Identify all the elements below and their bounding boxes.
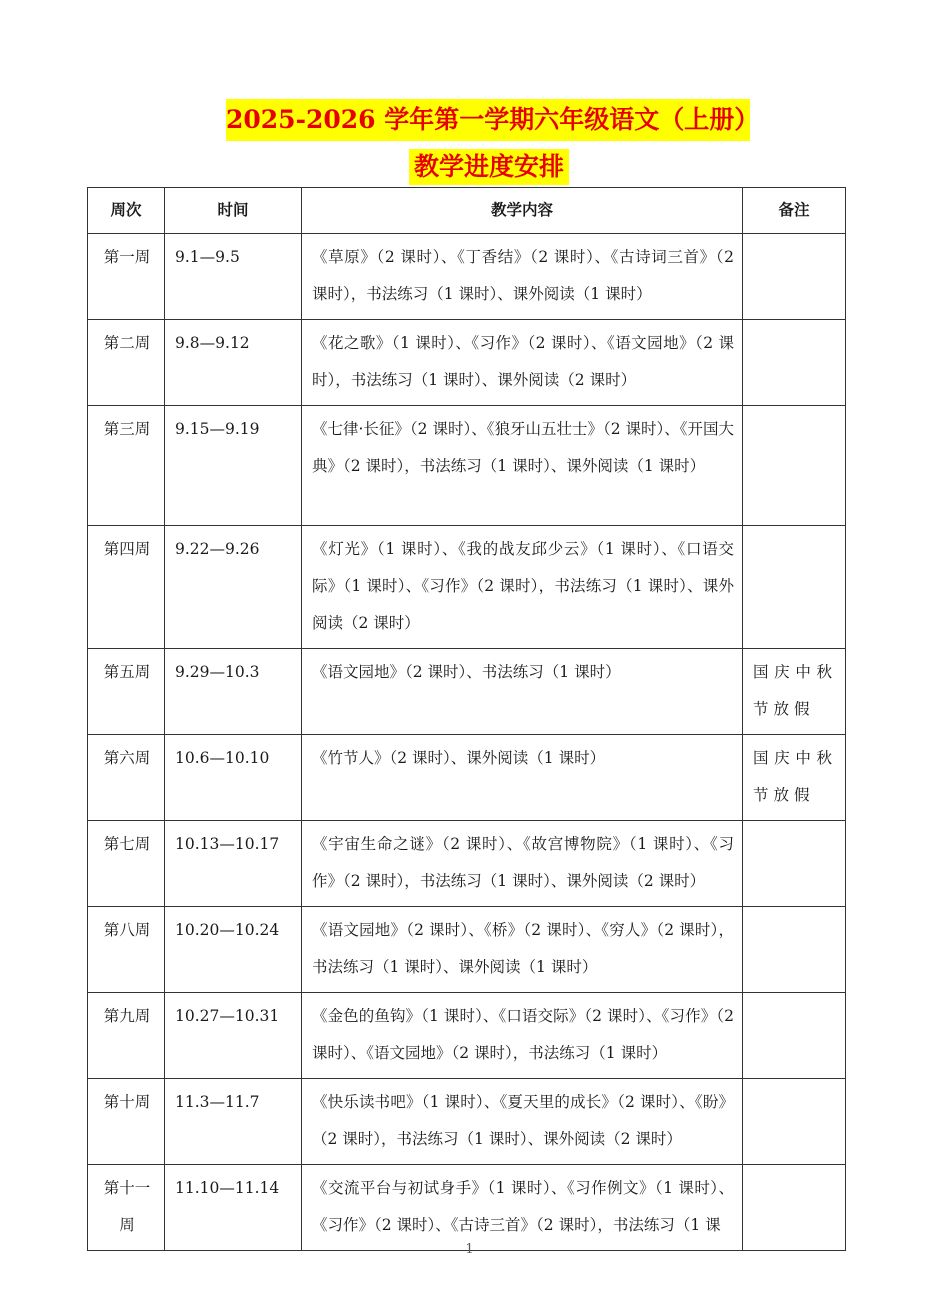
document-title: 2025-2026 学年第一学期六年级语文（上册） [226,99,750,141]
cell-note [743,907,846,993]
table-row [88,234,846,320]
cell-time: 9.22—9.26 [165,526,302,649]
cell-content: 《花之歌》（1 课时）、《习作》（2 课时）、《语文园地》（2 课时），书法练习（1 课时）、课外阅读（2 课时） [302,320,743,406]
cell-week: 第八周 [88,907,165,993]
cell-week: 第三周 [88,406,165,526]
cell-content: 《快乐读书吧》（1 课时）、《夏天里的成长》（2 课时）、《盼》（2 课时），书法练习（1 课时）、课外阅读（2 课时） [302,1079,743,1165]
table-row [88,993,846,1079]
table-row [88,526,846,649]
cell-content: 《交流平台与初试身手》（1 课时）、《习作例文》（1 课时）、《习作》（2 课时）、《古诗三首》（2 课时），书法练习（1 课 [302,1165,743,1251]
cell-time: 9.1—9.5 [165,234,302,320]
table-row [88,1165,846,1251]
cell-time: 9.29—10.3 [165,649,302,735]
table-row [88,406,846,526]
cell-note: 国庆中秋节放假 [743,649,846,735]
page-number: 1 [465,1242,474,1257]
cell-content: 《草原》（2 课时）、《丁香结》（2 课时）、《古诗词三首》（2 课时），书法练习（1 课时）、课外阅读（1 课时） [302,234,743,320]
cell-week: 第二周 [88,320,165,406]
cell-week: 第一周 [88,234,165,320]
cell-week: 第四周 [88,526,165,649]
header-content: 教学内容 [302,188,743,234]
cell-week: 第七周 [88,821,165,907]
cell-time: 10.20—10.24 [165,907,302,993]
table-header-row [88,188,846,234]
cell-note [743,993,846,1079]
cell-content: 《宇宙生命之谜》（2 课时）、《故宫博物院》（1 课时）、《习作》（2 课时），书法练习（1 课时）、课外阅读（2 课时） [302,821,743,907]
cell-note [743,1165,846,1251]
table-row [88,1079,846,1165]
cell-week: 第五周 [88,649,165,735]
cell-content: 《七律·长征》（2 课时）、《狼牙山五壮士》（2 课时）、《开国大典》（2 课时），书法练习（1 课时）、课外阅读（1 课时） [302,406,743,526]
cell-note [743,320,846,406]
cell-note [743,406,846,526]
table-row [88,735,846,821]
cell-content: 《灯光》（1 课时）、《我的战友邱少云》（1 课时）、《口语交际》（1 课时）、《习作》（2 课时），书法练习（1 课时）、课外阅读（2 课时） [302,526,743,649]
cell-note [743,234,846,320]
cell-time: 11.10—11.14 [165,1165,302,1251]
schedule-table [87,187,846,1251]
cell-content: 《竹节人》（2 课时）、课外阅读（1 课时） [302,735,743,821]
cell-time: 9.8—9.12 [165,320,302,406]
cell-week: 第六周 [88,735,165,821]
cell-note [743,821,846,907]
cell-time: 10.6—10.10 [165,735,302,821]
cell-content: 《语文园地》（2 课时）、书法练习（1 课时） [302,649,743,735]
cell-note [743,1079,846,1165]
cell-content: 《金色的鱼钩》（1 课时）、《口语交际》（2 课时）、《习作》（2 课时）、《语文园地》（2 课时），书法练习（1 课时） [302,993,743,1079]
cell-time: 11.3—11.7 [165,1079,302,1165]
cell-time: 10.27—10.31 [165,993,302,1079]
table-row [88,649,846,735]
header-week: 周次 [88,188,165,234]
table-row [88,320,846,406]
cell-week: 第九周 [88,993,165,1079]
cell-note [743,526,846,649]
header-note: 备注 [743,188,846,234]
header-time: 时间 [165,188,302,234]
table-row [88,907,846,993]
cell-time: 9.15—9.19 [165,406,302,526]
table-row [88,821,846,907]
cell-week: 第十一周 [88,1165,165,1251]
cell-week: 第十周 [88,1079,165,1165]
cell-content: 《语文园地》（2 课时）、《桥》（2 课时）、《穷人》（2 课时），书法练习（1 课时）、课外阅读（1 课时） [302,907,743,993]
cell-note: 国庆中秋节放假 [743,735,846,821]
document-subtitle: 教学进度安排 [409,149,569,185]
cell-time: 10.13—10.17 [165,821,302,907]
